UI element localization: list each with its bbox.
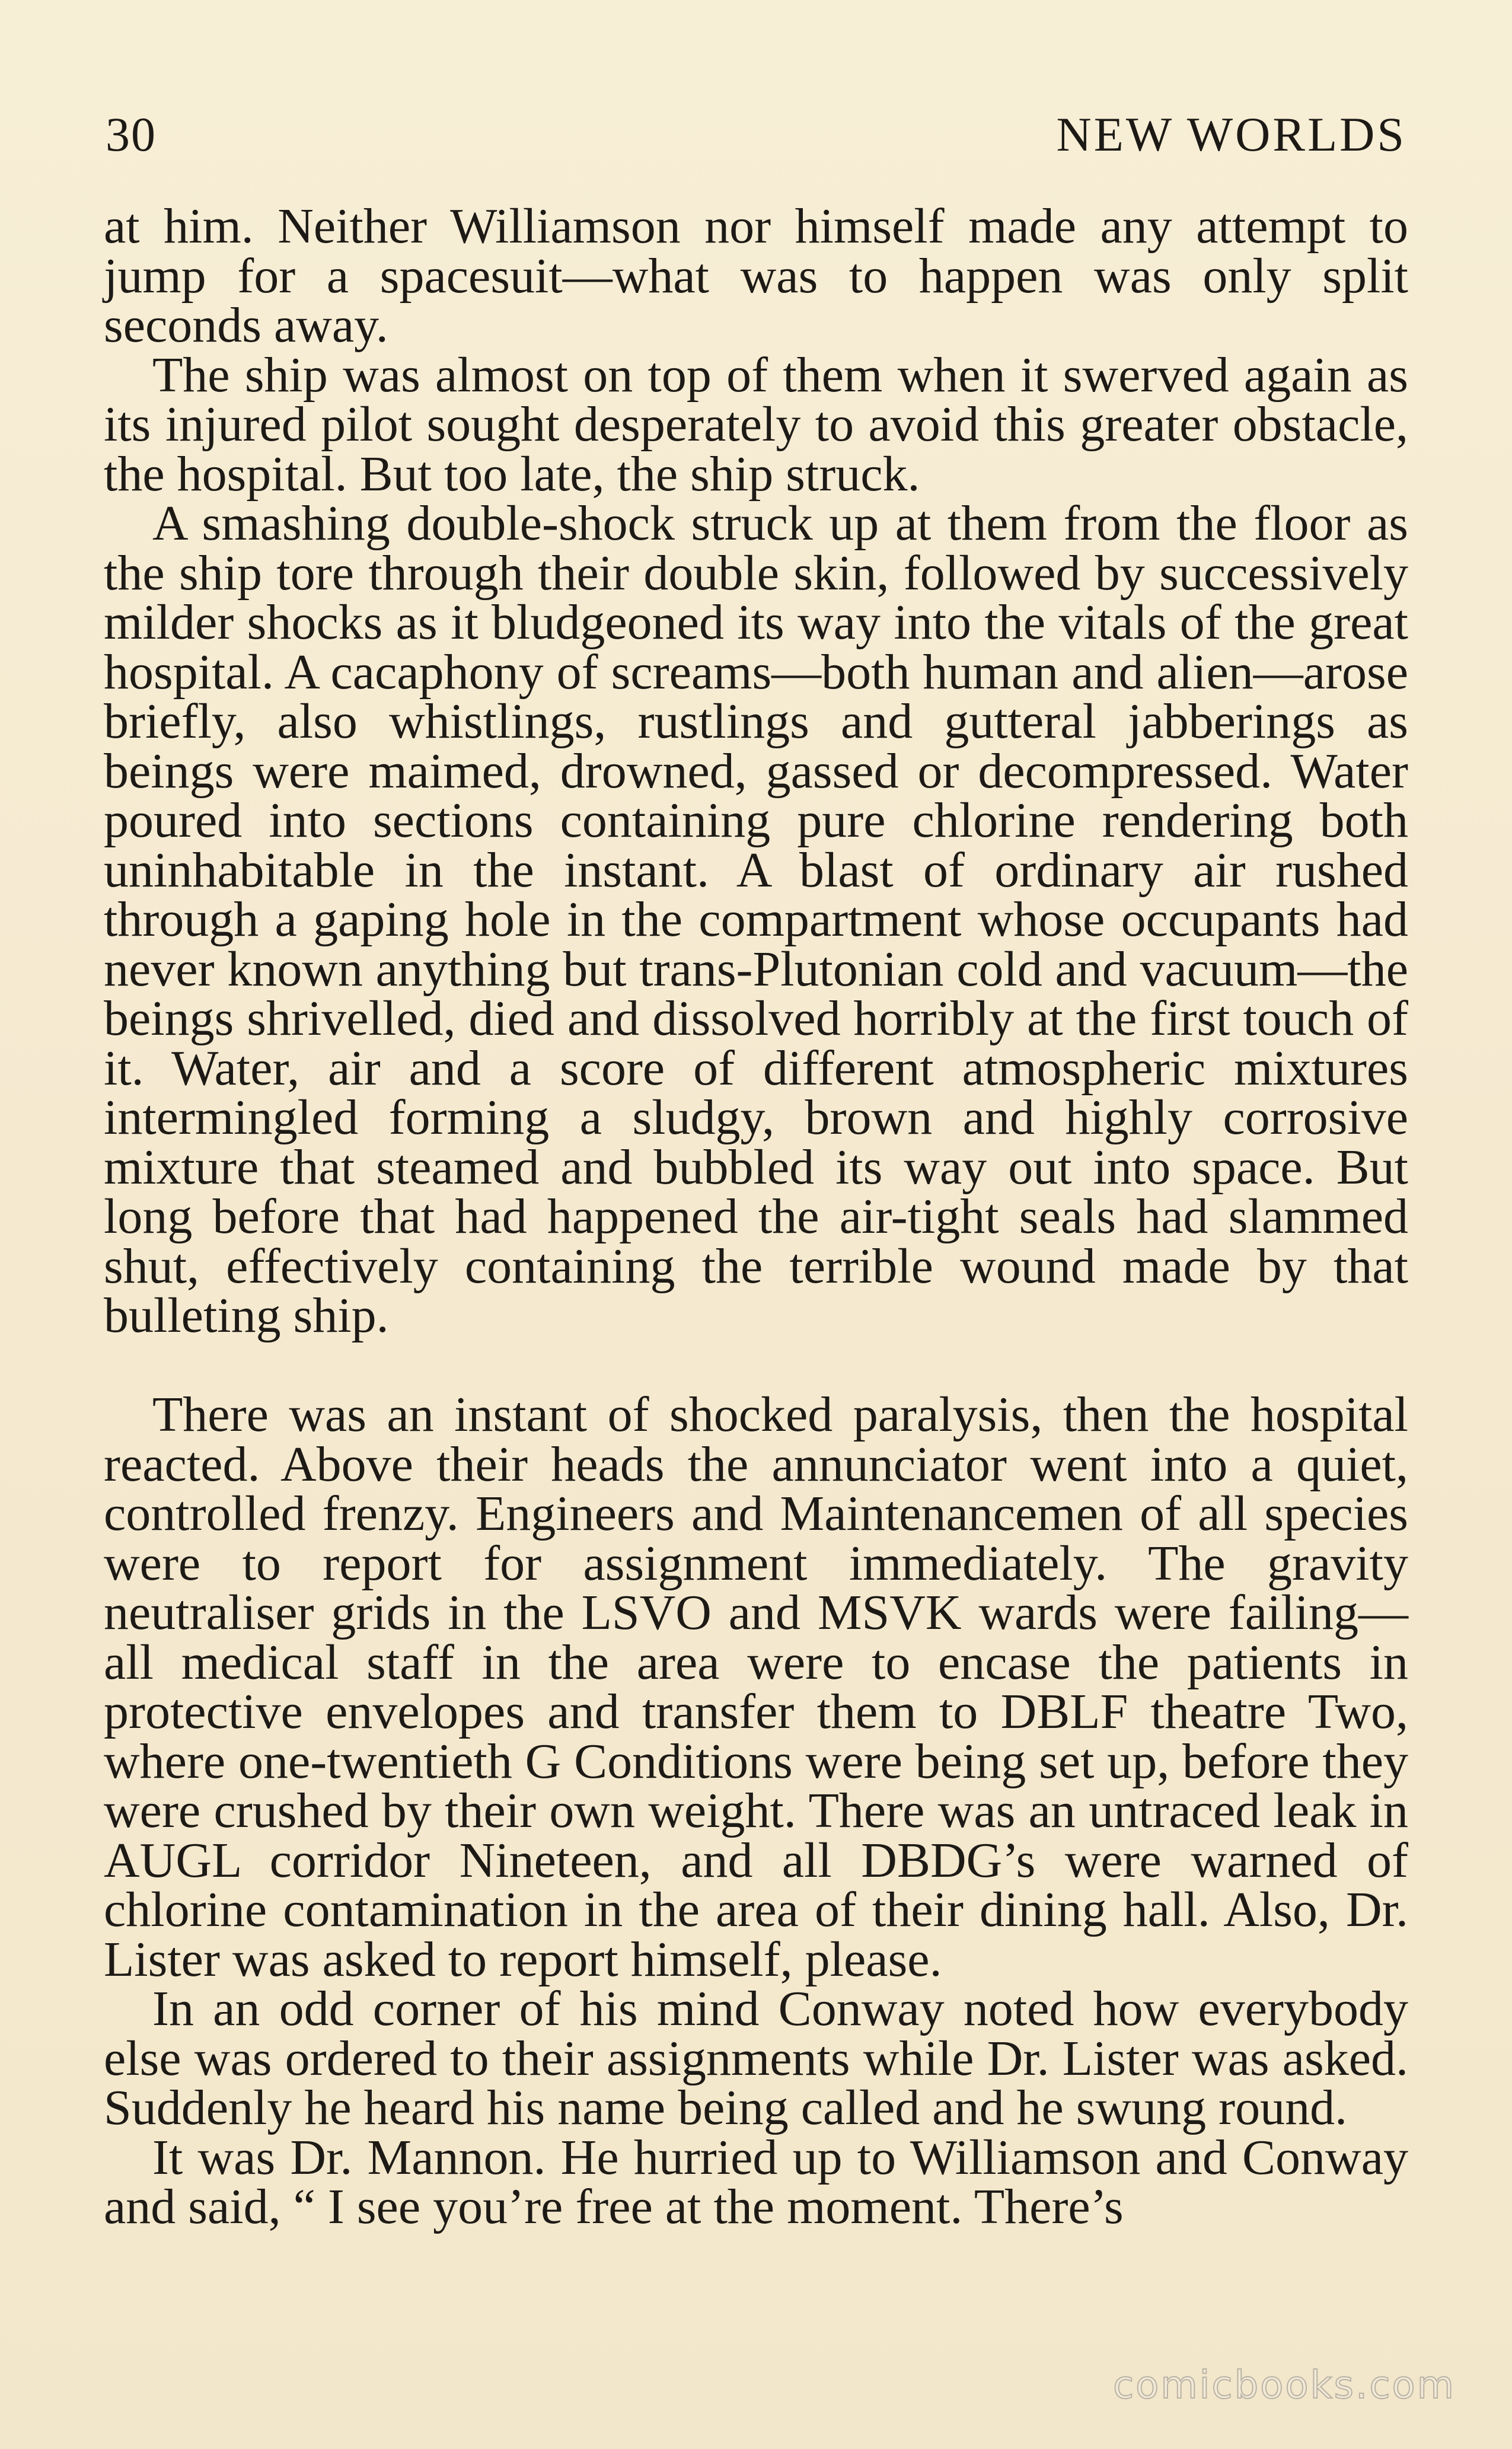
paragraph-impact: A smashing double-shock struck up at them from the floor as the ship tore through their double skin, followed by successively milder shocks as it bludgeoned its way into the vitals of the great hospital. A cacaphony of screams—both human and alien—arose briefly, also whistlings, rustlings and gutteral jabberings as beings were maimed, drowned, gassed or decompressed. Water poured into sections containing pure chlorine rendering both uninhabitable in the instant. A blast of ordinary air rushed through a gaping hole in the compartment whose occupants had never known anything but trans-Plutonian cold and vacuum—the beings shrivelled, died and dissolved horribly at the first touch of it. Water, air and a score of different atmospheric mixtures intermingled forming a sludgy, brown and highly corrosive mixture that steamed and bubbled its way out into space. But long before that had happened the air-tight seals had slammed shut, effectively containing the terrible wound made by that bulleting ship. — [104, 496, 1408, 1343]
paragraph-dr-mannon: It was Dr. Mannon. He hurried up to Williamson and Conway and said, “ I see you’re free at the moment. There’s — [104, 2129, 1408, 2234]
watermark: comicbooks.com — [1112, 2364, 1456, 2407]
running-head: NEW WORLDS — [1056, 107, 1406, 161]
page-number: 30 — [106, 107, 157, 161]
story-text — [104, 199, 1408, 2234]
paragraph-continued: at him. Neither Williamson nor himself made any attempt to jump for a spacesuit—what was to happen was only split seconds away. — [104, 199, 1408, 353]
paragraph-annunciator: There was an instant of shocked paralysis, then the hospital reacted. Above their heads the annunciator went into a quiet, controlled frenzy. Engineers and Maintenancemen of all species were to report for assignment immediately. The gravity neutraliser grids in the LSVO and MSVK wards were failing—all medical staff in the area were to encase the patients in protective envelopes and transfer them to DBLF theatre Two, where one-twentieth G Conditions were being set up, before they were crushed by their own weight. There was an untraced leak in AUGL corridor Nineteen, and all DBDG’s were warned of chlorine contamination in the area of their dining hall. Also, Dr. Lister was asked to report himself, please. — [104, 1387, 1408, 1987]
paragraph-conway-noted: In an odd corner of his mind Conway noted how everybody else was ordered to their assignments while Dr. Lister was asked. Suddenly he heard his name being called and he swung round. — [104, 1981, 1408, 2135]
page-header — [106, 107, 1406, 166]
section-break — [104, 1341, 1408, 1391]
paragraph-ship-swerved: The ship was almost on top of them when it swerved again as its injured pilot sought desperately to avoid this greater obstacle, the hospital. But too late, the ship struck. — [104, 347, 1408, 502]
